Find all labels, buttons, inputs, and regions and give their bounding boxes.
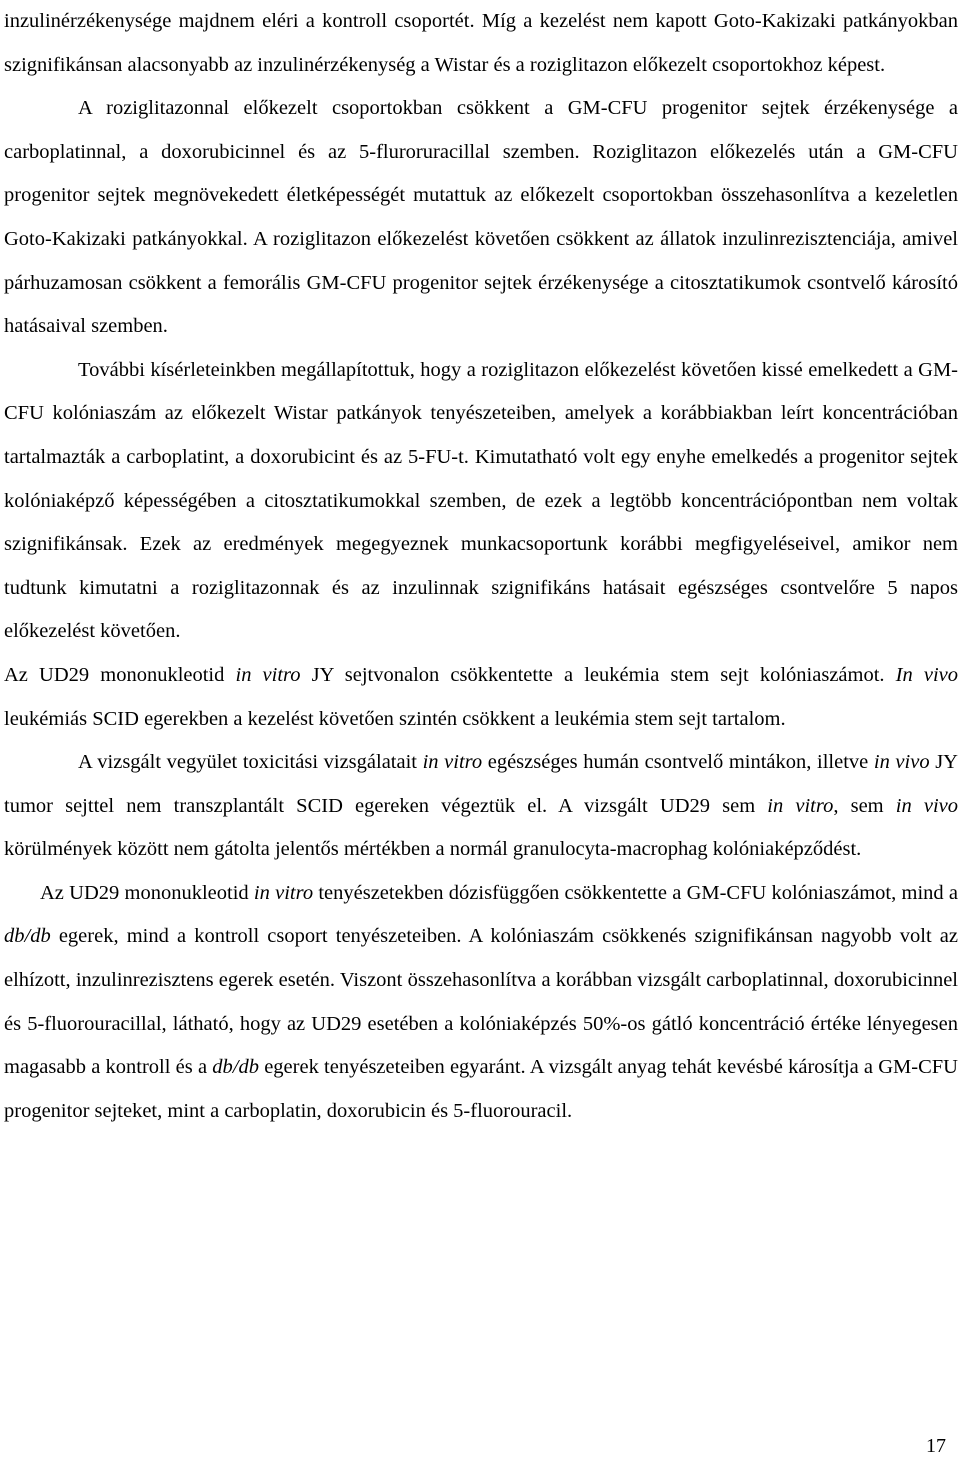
document-page: [4, 0, 958, 1133]
text-run: körülmények között nem gátolta jelentős mértékben a normál granulocyta-macrophag kolóniaképződést.: [4, 838, 862, 861]
page-number: 17: [926, 1435, 946, 1457]
italic-term: in vivo: [873, 751, 930, 774]
italic-term: in vivo: [895, 794, 958, 817]
paragraph-6: [4, 872, 958, 1134]
text-run: tenyészetekben dózisfüggően csökkentette a GM-CFU kolóniaszámot, mind a: [313, 881, 958, 904]
text-run: Az UD29 mononukleotid: [4, 663, 236, 686]
italic-term: in vitro: [422, 751, 483, 774]
paragraph-3: [4, 349, 958, 654]
italic-term: db/db: [212, 1056, 259, 1079]
paragraph-5: [4, 741, 958, 872]
text-run: egerek, mind a kontroll csoport tenyészeteiben. A kolóniaszám csökkenés szignifikánsan nagyobb volt az elhízott, inzulinrezisztens egerek esetén. Viszont összehasonlítva a korábban vizsgált carboplatinnal, doxorubicinnel és 5-fluorouracillal, látható, hogy az UD29 esetében a kolóniaképzés 50%-os gátló koncentráció értéke lényegesen magasabb a kontroll és a: [4, 925, 958, 1079]
text-run: JY tumor sejttel nem transzplantált SCID egereken végeztük el. A vizsgált UD29 sem: [4, 751, 958, 817]
text-run: JY sejtvonalon csökkentette a leukémia stem sejt kolóniaszámot.: [300, 663, 896, 686]
paragraph-4: [4, 654, 958, 741]
paragraph-2: [4, 87, 958, 349]
italic-term: In vivo: [895, 663, 959, 686]
text-run: A roziglitazonnal előkezelt csoportokban csökkent a GM-CFU progenitor sejtek érzékenysége a carboplatinnal, a doxorubicinnel és az 5-fluroruracillal szemben. Roziglitazon előkezelés után a GM-CFU progenitor sejtek megnövekedett életképességét mutattuk az előkezelt csoportokban összehasonlítva a kezeletlen Goto-Kakizaki patkányokkal. A roziglitazon előkezelést követően csökkent az állatok inzulinrezisztenciája, amivel párhuzamosan csökkent a femorális GM-CFU progenitor sejtek érzékenysége a citosztatikumok csontvelő károsító hatásaival szemben.: [4, 97, 958, 338]
text-run: Az UD29 mononukleotid: [40, 881, 254, 904]
text-run: További kísérleteinkben megállapítottuk, hogy a roziglitazon előkezelést követően kissé emelkedett a GM-CFU kolóniaszám az előkezelt Wistar patkányok tenyészeteiben, amelyek a korábbiakban leírt koncentrációban tartalmazták a carboplatint, a doxorubicint és az 5-FU-t. Kimutatható volt egy enyhe emelkedés a progenitor sejtek kolóniaképző képességében a citosztatikumokkal szemben, de ezek a legtöbb koncentrációpontban nem voltak szignifikánsak. Ezek az eredmények megegyeznek munkacsoportunk korábbi megfigyeléseivel, amikor nem tudtunk kimutatni a roziglitazonnak és az inzulinnak szignifikáns hatásait egészséges csontvelőre 5 napos előkezelést követően.: [4, 358, 958, 643]
text-run: , sem: [833, 794, 896, 817]
italic-term: in vitro: [235, 663, 301, 686]
italic-term: in vitro: [253, 881, 314, 904]
text-run: leukémiás SCID egerekben a kezelést követően szintén csökkent a leukémia stem sejt tartalom.: [4, 707, 786, 730]
text-run: egészséges humán csontvelő mintákon, illetve: [482, 751, 874, 774]
text-run: inzulinérzékenysége majdnem eléri a kontroll csoportét. Míg a kezelést nem kapott Goto-Kakizaki patkányokban szignifikánsan alacsonyabb az inzulinérzékenység a Wistar és a roziglitazon előkezelt csoportokhoz képest.: [4, 10, 958, 76]
italic-term: db/db: [4, 925, 51, 948]
italic-term: in vitro: [767, 794, 834, 817]
text-run: A vizsgált vegyület toxicitási vizsgálatait: [78, 751, 423, 774]
text-run: egerek tenyészeteiben egyaránt. A vizsgált anyag tehát kevésbé károsítja a GM-CFU progenitor sejteket, mint a carboplatin, doxorubicin és 5-fluorouracil.: [4, 1056, 958, 1122]
paragraph-1: [4, 0, 958, 87]
